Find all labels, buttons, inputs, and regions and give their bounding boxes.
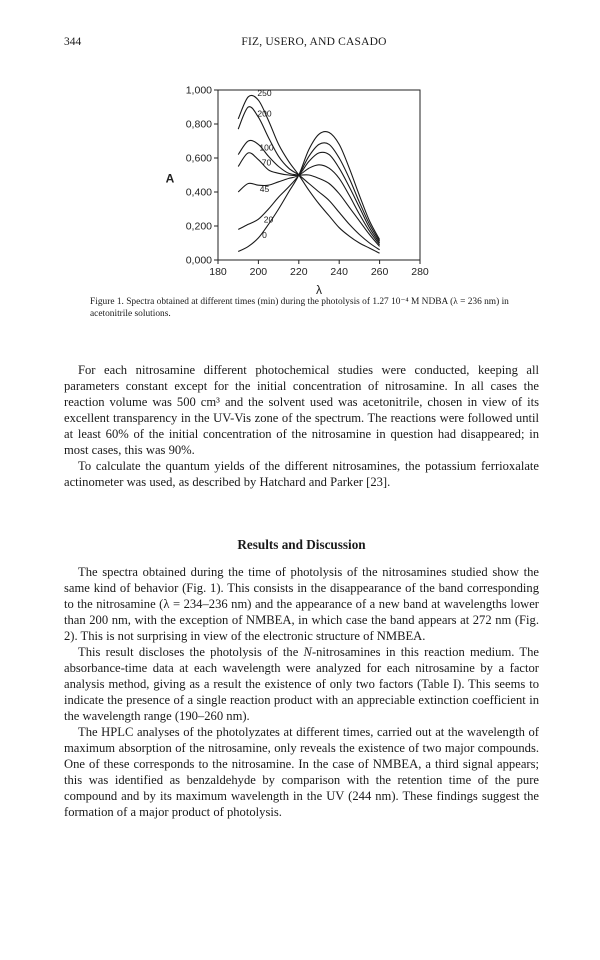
- x-tick-label: 220: [290, 266, 308, 278]
- y-tick-label: 0,600: [185, 152, 212, 165]
- x-axis-label: λ: [316, 283, 322, 297]
- x-tick-label: 240: [330, 266, 348, 278]
- y-tick-label: 0,000: [185, 254, 212, 267]
- page-number: 344: [64, 36, 82, 48]
- curve-label: 20: [263, 214, 274, 225]
- curve-label: 100: [259, 142, 274, 153]
- y-tick-label: 0,200: [185, 220, 212, 233]
- curve-label: 45: [259, 184, 270, 194]
- y-tick-label: 0,400: [185, 186, 212, 199]
- x-tick-label: 180: [209, 266, 227, 278]
- curve-label: 250: [257, 87, 272, 98]
- y-tick-label: 0,800: [185, 118, 212, 131]
- page-header: [64, 36, 564, 52]
- x-tick-label: 260: [370, 266, 389, 278]
- x-tick-label: 280: [411, 266, 429, 278]
- paragraph: This result discloses the photolysis of the N-nitrosamines in this reaction medium. The absorbance-time data at each wavelength were analyzed for each nitrosamine by a factor analysis method, giving as a result the existence of only two factors (Table I). This seems to indicate the presence of a single reaction product with an appreciable extinction coefficient in the wavelength range (190–260 nm).: [64, 645, 539, 723]
- results-text: [64, 564, 539, 820]
- curve-label: 70: [261, 157, 272, 168]
- plot-frame: [218, 87, 420, 260]
- spectrum-line-200: [238, 107, 379, 250]
- x-tick-label: 200: [249, 266, 268, 278]
- y-tick-label: 1,000: [185, 84, 212, 97]
- paragraph: The HPLC analyses of the photolyzates at different times, carried out at the wavelength of maximum absorption of the nitrosamine, only reveals the existence of two major compounds. One of these corresponds to the nitrosamine. In the case of NMBEA, a third signal appears; this was identified as benzaldehyde by comparison with the retention time of the pure compound and by its maximum wavelength in the UV (244 nm). These findings suggest the formation of a major product of photolysis.: [64, 725, 539, 819]
- intro-text: [64, 362, 539, 490]
- figure-caption: Figure 1. Spectra obtained at different times (min) during the photolysis of 1.27 10⁻⁴ M NDBA (λ = 236 nm) in acetonitrile solutions.: [90, 297, 509, 319]
- absorbance-spectra-chart: [140, 78, 440, 297]
- paragraph: To calculate the quantum yields of the different nitrosamines, the potassium ferrioxalate actinometer was used, as described by Hatchard and Parker [23].: [64, 459, 539, 489]
- spectrum-line-45: [238, 152, 379, 243]
- curve-label: 200: [257, 108, 272, 119]
- paragraph: For each nitrosamine different photochemical studies were conducted, keeping all parameters constant except for the initial concentration of nitrosamine. In all cases the reaction volume was 500 cm³ and the solvent used was acetonitrile, chosen in view of its excellent transparency in the UV-Vis zone of the spectrum. The reactions were followed until at least 60% of the initial concentration of the nitrosamine in question had disappeared; in most cases, this was 90%.: [64, 363, 539, 457]
- running-head-authors: FIZ, USERO, AND CASADO: [241, 36, 387, 48]
- y-axis-label: A: [165, 171, 175, 186]
- paragraph: The spectra obtained during the time of photolysis of the nitrosamines studied show the same kind of behavior (Fig. 1). This consists in the disappearance of the band corresponding to the nitrosamine (λ = 234–236 nm) and the appearance of a new band at wavelengths lower than 200 nm, with the exception of NMBEA, in which case the band appears at 272 nm (Fig. 2). This is not surprising in view of the electronic structure of NMBEA.: [64, 565, 539, 643]
- curve-label: 0: [262, 229, 267, 240]
- section-title: Results and Discussion: [237, 537, 366, 552]
